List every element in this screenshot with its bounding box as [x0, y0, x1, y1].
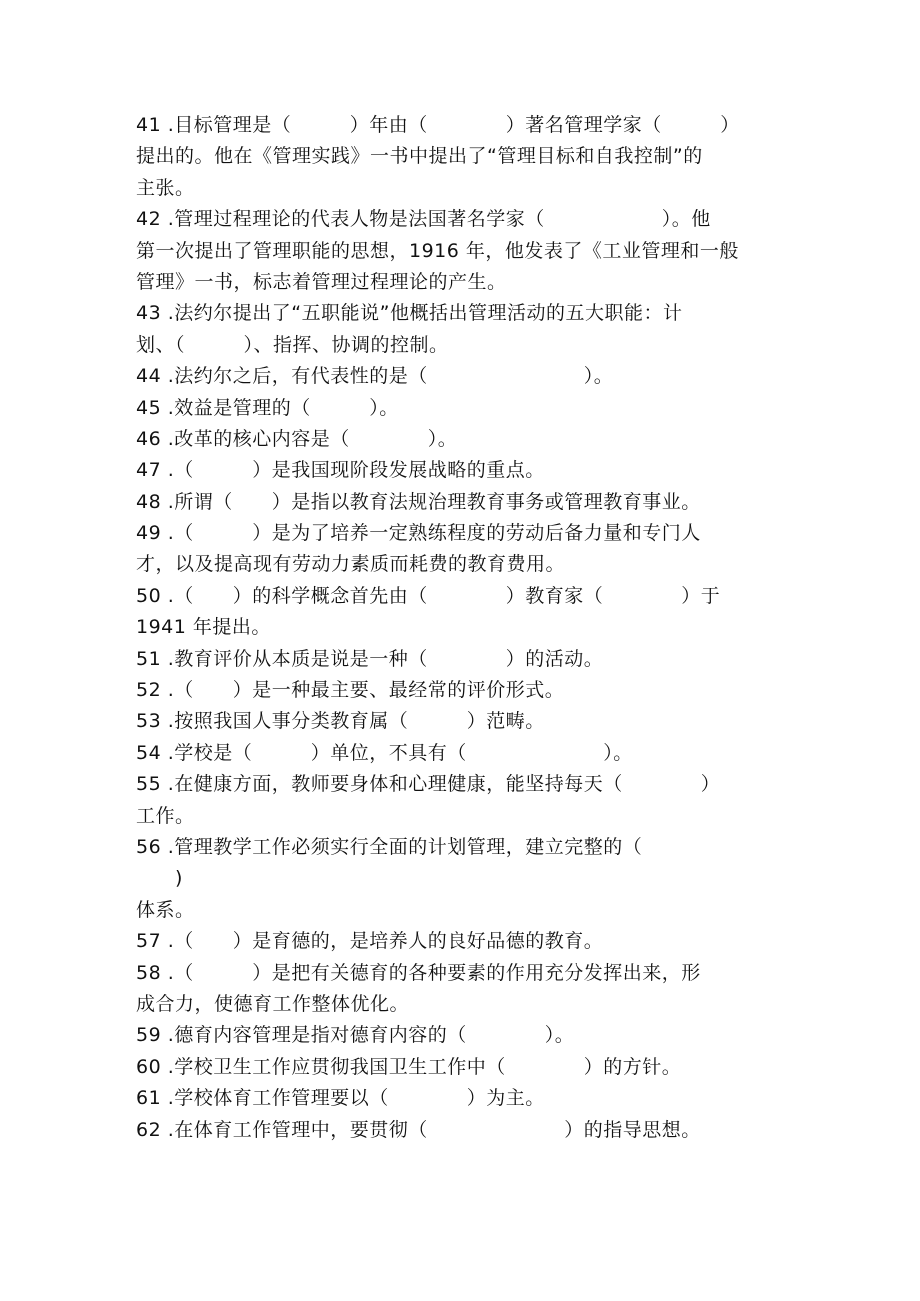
text-line: 59 .德育内容管理是指对德育内容的（ ）。 [136, 1024, 575, 1047]
text-line: 61 .学校体育工作管理要以（ ）为主。 [136, 1087, 545, 1110]
text-line: 56 .管理教学工作必须实行全面的计划管理，建立完整的（ [136, 835, 643, 858]
text-line: 成合力，使德育工作整体优化。 [136, 992, 410, 1015]
text-line: 57 .（ ）是育德的，是培养人的良好品德的教育。 [136, 930, 604, 953]
text-line: 45 .效益是管理的（ ）。 [136, 396, 399, 419]
text-line: 提出的。他在《管理实践》一书中提出了“管理目标和自我控制”的 [136, 145, 703, 168]
text-line: 体系。 [136, 898, 195, 921]
text-line: 41 .目标管理是（ ）年由（ ）著名管理学家（ ） [136, 114, 740, 136]
document-body [136, 110, 796, 1146]
text-line: 1941 年提出。 [136, 616, 271, 639]
text-line: 44 .法约尔之后，有代表性的是（ ）。 [136, 365, 614, 388]
text-line: 54 .学校是（ ）单位，不具有（ ）。 [136, 741, 633, 764]
text-line: 42 .管理过程理论的代表人物是法国著名学家（ ）。他 [136, 208, 711, 231]
text-line: 58 .（ ）是把有关德育的各种要素的作用充分发挥出来，形 [136, 961, 701, 984]
text-line: 60 .学校卫生工作应贯彻我国卫生工作中（ ）的方针。 [136, 1055, 682, 1078]
text-line: 43 .法约尔提出了“五职能说”他概括出管理活动的五大职能：计 [136, 302, 683, 325]
text-line: 第一次提出了管理职能的思想，1916 年，他发表了《工业管理和一般 [136, 239, 739, 262]
text-line: 49 .（ ）是为了培养一定熟练程度的劳动后备力量和专门人 [136, 522, 701, 545]
text-line: ) [136, 867, 183, 890]
text-line: 工作。 [136, 804, 195, 827]
text-line: 主张。 [136, 176, 195, 199]
text-line: 53 .按照我国人事分类教育属（ ）范畴。 [136, 710, 545, 733]
text-line: 46 .改革的核心内容是（ ）。 [136, 427, 458, 450]
text-line: 62 .在体育工作管理中，要贯彻（ ）的指导思想。 [136, 1118, 701, 1141]
text-line: 划、（ ）、指挥、协调的控制。 [136, 333, 449, 356]
text-line: 52 .（ ）是一种最主要、最经常的评价形式。 [136, 679, 565, 702]
text-line: 47 .（ ）是我国现阶段发展战略的重点。 [136, 459, 545, 482]
text-line: 50 .（ ）的科学概念首先由（ ）教育家（ ）于 [136, 584, 721, 607]
text-line: 管理》一书，标志着管理过程理论的产生。 [136, 270, 507, 293]
text-line: 55 .在健康方面，教师要身体和心理健康，能坚持每天（ ） [136, 773, 721, 796]
text-line: 51 .教育评价从本质是说是一种（ ）的活动。 [136, 647, 604, 670]
text-line: 才，以及提高现有劳动力素质而耗费的教育费用。 [136, 553, 566, 576]
text-line: 48 .所谓（ ）是指以教育法规治理教育事务或管理教育事业。 [136, 490, 701, 513]
